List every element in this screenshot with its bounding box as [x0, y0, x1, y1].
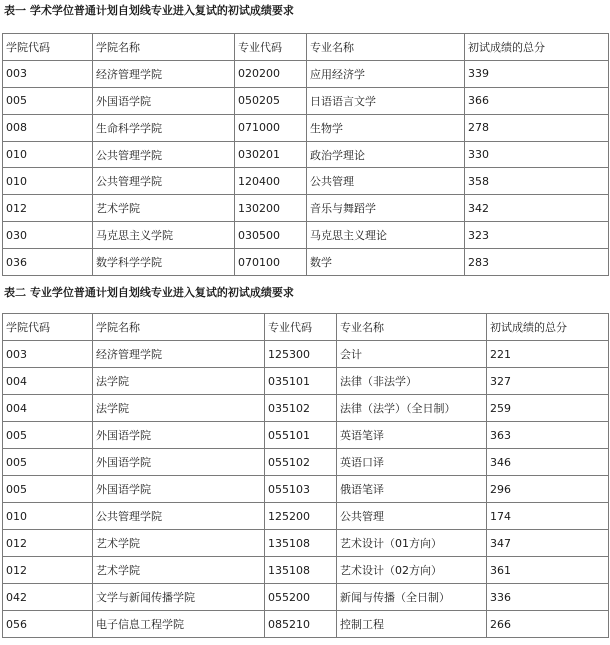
table-row	[3, 222, 609, 249]
cell-college-code: 042	[3, 584, 93, 611]
cell-college-name: 电子信息工程学院	[93, 611, 265, 638]
cell-college-name: 艺术学院	[93, 530, 265, 557]
header-total-score: 初试成绩的总分	[465, 34, 609, 61]
cell-college-code: 012	[3, 195, 93, 222]
cell-total-score: 363	[487, 422, 609, 449]
cell-total-score: 283	[465, 249, 609, 276]
cell-college-name: 法学院	[93, 395, 265, 422]
cell-college-name: 经济管理学院	[93, 60, 235, 87]
cell-college-code: 003	[3, 60, 93, 87]
header-college-name: 学院名称	[93, 34, 235, 61]
cell-college-name: 外国语学院	[93, 422, 265, 449]
cell-college-code: 005	[3, 87, 93, 114]
academic-degree-table	[2, 33, 609, 276]
cell-major-name: 公共管理	[307, 168, 465, 195]
cell-total-score: 174	[487, 503, 609, 530]
cell-major-code: 071000	[235, 114, 307, 141]
cell-major-code: 125300	[265, 341, 337, 368]
header-row	[3, 314, 609, 341]
cell-major-name: 数学	[307, 249, 465, 276]
cell-college-name: 数学科学学院	[93, 249, 235, 276]
header-major-code: 专业代码	[265, 314, 337, 341]
cell-college-code: 030	[3, 222, 93, 249]
cell-major-name: 俄语笔译	[337, 476, 487, 503]
cell-college-name: 经济管理学院	[93, 341, 265, 368]
cell-major-name: 英语笔译	[337, 422, 487, 449]
cell-college-code: 005	[3, 449, 93, 476]
cell-total-score: 221	[487, 341, 609, 368]
cell-college-code: 012	[3, 557, 93, 584]
cell-college-name: 艺术学院	[93, 195, 235, 222]
cell-college-name: 外国语学院	[93, 449, 265, 476]
cell-major-code: 125200	[265, 503, 337, 530]
cell-college-name: 公共管理学院	[93, 168, 235, 195]
table-row	[3, 395, 609, 422]
cell-major-code: 070100	[235, 249, 307, 276]
table2-caption: 表二 专业学位普通计划自划线专业进入复试的初试成绩要求	[4, 286, 294, 299]
cell-total-score: 358	[465, 168, 609, 195]
cell-college-code: 004	[3, 395, 93, 422]
cell-major-name: 艺术设计（01方向）	[337, 530, 487, 557]
cell-major-name: 法律（非法学）	[337, 368, 487, 395]
cell-college-name: 公共管理学院	[93, 141, 235, 168]
cell-major-name: 新闻与传播（全日制）	[337, 584, 487, 611]
table-row	[3, 530, 609, 557]
cell-college-name: 文学与新闻传播学院	[93, 584, 265, 611]
cell-major-name: 应用经济学	[307, 60, 465, 87]
cell-major-name: 公共管理	[337, 503, 487, 530]
cell-total-score: 266	[487, 611, 609, 638]
header-row	[3, 34, 609, 61]
table-row	[3, 168, 609, 195]
cell-college-code: 008	[3, 114, 93, 141]
cell-total-score: 323	[465, 222, 609, 249]
cell-major-name: 英语口译	[337, 449, 487, 476]
table-row	[3, 449, 609, 476]
cell-total-score: 259	[487, 395, 609, 422]
cell-major-code: 120400	[235, 168, 307, 195]
cell-total-score: 278	[465, 114, 609, 141]
cell-major-code: 035101	[265, 368, 337, 395]
cell-college-code: 010	[3, 503, 93, 530]
table-row	[3, 341, 609, 368]
cell-major-name: 会计	[337, 341, 487, 368]
cell-college-code: 003	[3, 341, 93, 368]
cell-college-name: 公共管理学院	[93, 503, 265, 530]
table-row	[3, 195, 609, 222]
cell-college-name: 法学院	[93, 368, 265, 395]
cell-total-score: 296	[487, 476, 609, 503]
header-college-name: 学院名称	[93, 314, 265, 341]
table-row	[3, 476, 609, 503]
table-row	[3, 557, 609, 584]
cell-total-score: 366	[465, 87, 609, 114]
cell-major-code: 035102	[265, 395, 337, 422]
cell-total-score: 342	[465, 195, 609, 222]
cell-major-name: 控制工程	[337, 611, 487, 638]
cell-total-score: 336	[487, 584, 609, 611]
table-row	[3, 87, 609, 114]
cell-major-code: 055200	[265, 584, 337, 611]
header-major-code: 专业代码	[235, 34, 307, 61]
cell-major-name: 生物学	[307, 114, 465, 141]
cell-total-score: 346	[487, 449, 609, 476]
cell-major-name: 法律（法学）（全日制）	[337, 395, 487, 422]
table-row	[3, 114, 609, 141]
table-row	[3, 611, 609, 638]
header-major-name: 专业名称	[307, 34, 465, 61]
cell-major-name: 艺术设计（02方向）	[337, 557, 487, 584]
cell-college-code: 004	[3, 368, 93, 395]
cell-college-code: 010	[3, 168, 93, 195]
cell-college-name: 马克思主义学院	[93, 222, 235, 249]
cell-major-code: 130200	[235, 195, 307, 222]
header-total-score: 初试成绩的总分	[487, 314, 609, 341]
cell-major-code: 030201	[235, 141, 307, 168]
cell-college-name: 外国语学院	[93, 87, 235, 114]
cell-major-name: 政治学理论	[307, 141, 465, 168]
table-row	[3, 422, 609, 449]
cell-college-code: 036	[3, 249, 93, 276]
cell-total-score: 361	[487, 557, 609, 584]
table1-caption: 表一 学术学位普通计划自划线专业进入复试的初试成绩要求	[4, 4, 294, 17]
cell-major-code: 020200	[235, 60, 307, 87]
cell-major-code: 030500	[235, 222, 307, 249]
cell-total-score: 330	[465, 141, 609, 168]
professional-degree-table	[2, 313, 609, 638]
table-row	[3, 503, 609, 530]
cell-college-name: 外国语学院	[93, 476, 265, 503]
cell-major-code: 135108	[265, 557, 337, 584]
cell-total-score: 339	[465, 60, 609, 87]
cell-college-code: 012	[3, 530, 93, 557]
cell-major-code: 055101	[265, 422, 337, 449]
header-college-code: 学院代码	[3, 34, 93, 61]
cell-major-code: 055103	[265, 476, 337, 503]
table-row	[3, 584, 609, 611]
cell-major-name: 音乐与舞蹈学	[307, 195, 465, 222]
header-college-code: 学院代码	[3, 314, 93, 341]
cell-major-name: 日语语言文学	[307, 87, 465, 114]
cell-college-code: 010	[3, 141, 93, 168]
cell-college-code: 005	[3, 422, 93, 449]
cell-college-code: 005	[3, 476, 93, 503]
table-row	[3, 60, 609, 87]
table-row	[3, 368, 609, 395]
table-row	[3, 141, 609, 168]
cell-major-code: 135108	[265, 530, 337, 557]
cell-total-score: 347	[487, 530, 609, 557]
cell-college-name: 生命科学学院	[93, 114, 235, 141]
cell-major-code: 055102	[265, 449, 337, 476]
cell-major-name: 马克思主义理论	[307, 222, 465, 249]
cell-major-code: 050205	[235, 87, 307, 114]
cell-college-code: 056	[3, 611, 93, 638]
cell-major-code: 085210	[265, 611, 337, 638]
header-major-name: 专业名称	[337, 314, 487, 341]
cell-college-name: 艺术学院	[93, 557, 265, 584]
table-row	[3, 249, 609, 276]
cell-total-score: 327	[487, 368, 609, 395]
